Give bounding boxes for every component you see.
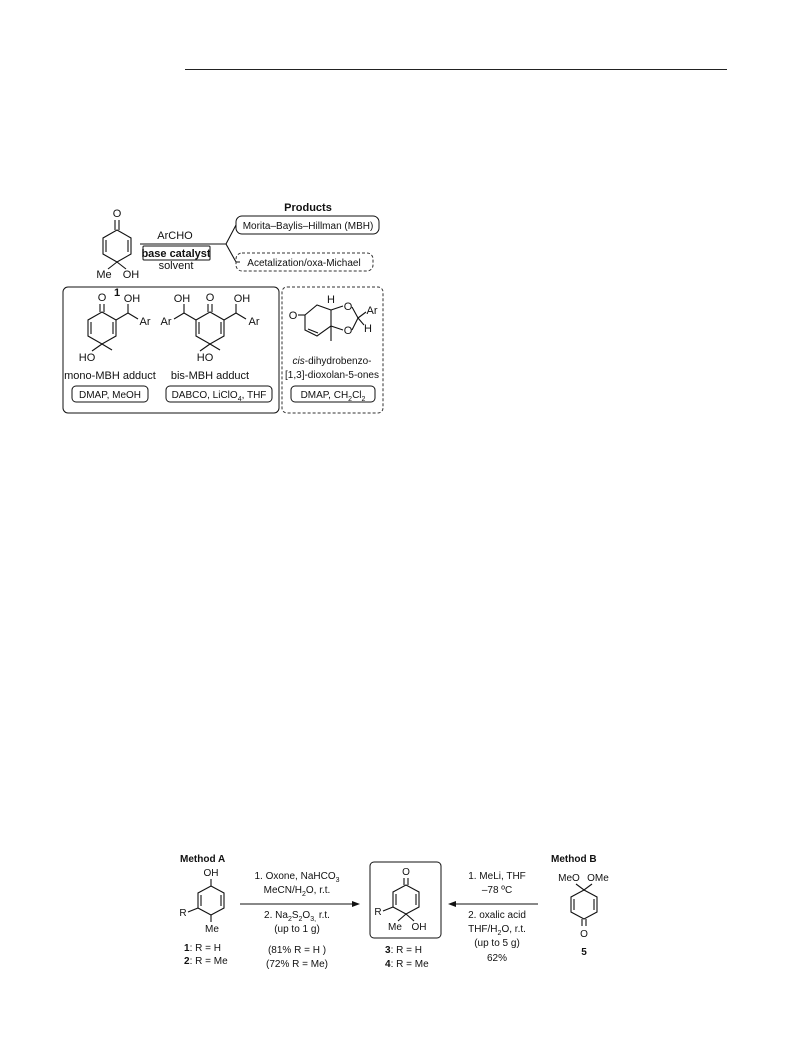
method-a-step1b: MeCN/$H_2O$, r.t. bbox=[263, 885, 331, 898]
svg-text:OMe: OMe bbox=[587, 873, 609, 884]
compound-4-label: 4: R = Me bbox=[385, 959, 429, 970]
method-a-yield-2: (72% R = Me) bbox=[266, 959, 328, 970]
svg-text:O: O bbox=[288, 310, 298, 322]
method-b-step2: 2. oxalic acid bbox=[468, 910, 526, 921]
solvent-label: solvent bbox=[158, 260, 194, 272]
cis-conditions: DMAP, $CH_2Cl_2$ bbox=[300, 390, 366, 403]
svg-text:H: H bbox=[327, 294, 335, 306]
svg-text:HO: HO bbox=[78, 352, 96, 364]
base-catalyst-label: base catalyst bbox=[141, 248, 211, 260]
mono-mbh-conditions: DMAP, MeOH bbox=[78, 390, 142, 401]
dioxolanone-structure bbox=[289, 294, 378, 341]
quinone-ketal-structure bbox=[558, 873, 609, 940]
method-b-scale: (up to 5 g) bbox=[474, 938, 520, 949]
svg-text:OH: OH bbox=[233, 293, 251, 305]
svg-text:O: O bbox=[205, 292, 215, 304]
svg-text:Ar: Ar bbox=[366, 305, 378, 317]
method-b-step1: 1. MeLi, THF bbox=[468, 871, 526, 882]
mono-mbh-structure bbox=[79, 292, 151, 364]
branch-to-acetal bbox=[226, 244, 240, 262]
reagent-archo: ArCHO bbox=[157, 230, 193, 242]
method-b-arrowhead bbox=[448, 901, 456, 907]
svg-text:O: O bbox=[402, 867, 410, 878]
method-a-step2: 2. $Na_2S_2O_{3,}$ r.t. bbox=[264, 910, 330, 923]
bis-mbh-conditions: DABCO, LiClO$_4$, THF bbox=[171, 390, 267, 403]
start-me: Me bbox=[96, 269, 112, 281]
method-a-step1: 1. Oxone, NaHCO$_3$ bbox=[254, 871, 340, 884]
compound-3-label: 3: R = H bbox=[385, 945, 422, 956]
svg-text:O: O bbox=[97, 292, 107, 304]
svg-text:O: O bbox=[580, 929, 588, 940]
starting-material-1 bbox=[96, 208, 139, 299]
start-oh: OH bbox=[122, 269, 140, 281]
svg-text:Ar: Ar bbox=[139, 316, 151, 328]
start-carbonyl-o: O bbox=[112, 208, 122, 220]
svg-text:Me: Me bbox=[205, 924, 219, 935]
cis-name-line1: cis-dihydrobenzo- bbox=[292, 356, 372, 367]
svg-text:MeO: MeO bbox=[558, 873, 580, 884]
method-b-label: Method B bbox=[551, 854, 597, 865]
svg-text:OH: OH bbox=[203, 868, 219, 879]
method-a-yield-1: (81% R = H ) bbox=[267, 945, 327, 956]
product-acetal-label: Acetalization/oxa-Michael bbox=[247, 258, 361, 269]
svg-text:R: R bbox=[374, 907, 382, 918]
svg-text:OH: OH bbox=[173, 293, 191, 305]
compound-2-label: 2: R = Me bbox=[184, 956, 228, 967]
mono-mbh-name: mono-MBH adduct bbox=[64, 370, 156, 382]
svg-text:Ar: Ar bbox=[248, 316, 260, 328]
cis-name-line2: [1,3]-dioxolan-5-ones bbox=[285, 370, 379, 381]
method-b-step2b: THF/$H_2O$, r.t. bbox=[468, 924, 526, 937]
bis-mbh-structure bbox=[161, 292, 260, 364]
svg-text:Ar: Ar bbox=[160, 316, 172, 328]
products-header: Products bbox=[284, 202, 332, 214]
method-b-temp: –78 ºC bbox=[481, 885, 513, 896]
compound-1-label-scheme2: 1: R = H bbox=[184, 943, 221, 954]
method-a-label: Method A bbox=[180, 854, 226, 865]
svg-text:R: R bbox=[179, 908, 187, 919]
svg-text:OH: OH bbox=[411, 922, 427, 933]
compound-1-label: 1 bbox=[113, 287, 121, 299]
product-mbh-label: Morita–Baylis–Hillman (MBH) bbox=[242, 221, 374, 232]
svg-text:O: O bbox=[343, 301, 353, 313]
method-a-scale: (up to 1 g) bbox=[274, 924, 320, 935]
svg-text:HO: HO bbox=[196, 352, 214, 364]
svg-text:Me: Me bbox=[388, 922, 402, 933]
method-b-yield: 62% bbox=[486, 953, 508, 964]
svg-text:H: H bbox=[364, 323, 372, 335]
phenol-structure bbox=[179, 868, 224, 935]
compound-5-label: 5 bbox=[581, 947, 587, 958]
method-a-arrowhead bbox=[352, 901, 360, 907]
svg-text:O: O bbox=[343, 325, 353, 337]
svg-text:OH: OH bbox=[123, 293, 141, 305]
bis-mbh-name: bis-MBH adduct bbox=[170, 370, 250, 382]
